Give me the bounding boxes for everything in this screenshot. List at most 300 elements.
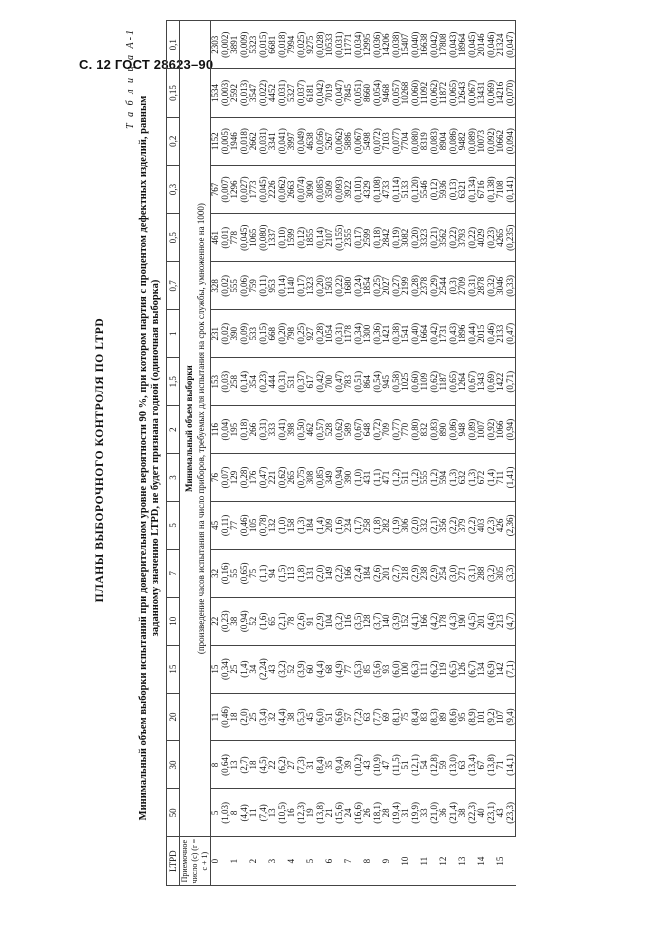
failure-rate-cell: (0,027) bbox=[240, 165, 250, 213]
sample-size-cell: 77 bbox=[344, 645, 354, 693]
sample-size-cell: 778 bbox=[230, 214, 240, 262]
sample-size-cell: 10533 bbox=[325, 21, 335, 69]
failure-rate-cell: (0,57) bbox=[316, 406, 326, 454]
failure-rate-cell: (0,11) bbox=[259, 262, 269, 310]
sample-size-cell: 266 bbox=[249, 406, 259, 454]
sample-size-cell: 1109 bbox=[420, 358, 430, 406]
failure-rate-cell: (0,062) bbox=[278, 165, 288, 213]
failure-rate-cell: (0,18) bbox=[240, 406, 250, 454]
sample-size-cell: 1421 bbox=[382, 310, 392, 358]
sample-size-cell: 83 bbox=[420, 693, 430, 741]
sample-size-cell: 1066 bbox=[496, 406, 506, 454]
sample-size-cell: 116 bbox=[344, 597, 354, 645]
sample-size-cell: 17808 bbox=[439, 21, 449, 69]
failure-rate-cell: (0,47) bbox=[259, 454, 269, 502]
failure-rate-cell: (0,25) bbox=[373, 262, 383, 310]
failure-rate-cell: (10,5) bbox=[278, 789, 288, 837]
sample-size-cell: 25 bbox=[249, 693, 259, 741]
sample-size-cell: 12643 bbox=[458, 69, 468, 117]
sample-size-cell: 68 bbox=[325, 645, 335, 693]
sample-size-cell: 28 bbox=[382, 789, 392, 837]
table-row-secondary bbox=[278, 21, 288, 886]
sample-size-cell: 3922 bbox=[344, 165, 354, 213]
failure-rate-cell: (0,28) bbox=[316, 310, 326, 358]
sample-size-cell: 111 bbox=[420, 645, 430, 693]
failure-rate-cell: (0,27) bbox=[392, 262, 402, 310]
failure-rate-cell: (0,69) bbox=[487, 358, 497, 406]
sample-size-cell: 1343 bbox=[477, 358, 487, 406]
failure-rate-cell: (0,046) bbox=[487, 21, 497, 69]
failure-rate-cell: (10,9) bbox=[373, 741, 383, 789]
sample-size-cell: 31 bbox=[306, 741, 316, 789]
ltpd-value: 0,5 bbox=[167, 214, 180, 262]
sample-size-cell: 1323 bbox=[306, 262, 316, 310]
acceptance-number-cell: 5 bbox=[306, 837, 325, 886]
sample-size-cell: 8 bbox=[211, 741, 221, 789]
sample-size-cell: 770 bbox=[401, 406, 411, 454]
failure-rate-cell: (0,25) bbox=[297, 310, 307, 358]
failure-rate-cell: (0,062) bbox=[335, 117, 345, 165]
failure-rate-cell: (0,018) bbox=[240, 117, 250, 165]
failure-rate-cell: (0,43) bbox=[449, 310, 459, 358]
failure-rate-cell: (14,1) bbox=[506, 741, 516, 789]
acceptance-number-cell: 8 bbox=[363, 837, 382, 886]
sample-size-cell: 51 bbox=[401, 741, 411, 789]
sample-size-cell: 1680 bbox=[344, 262, 354, 310]
failure-rate-cell: (0,120) bbox=[411, 165, 421, 213]
failure-rate-cell: (21,0) bbox=[430, 789, 440, 837]
failure-rate-cell: (0,028) bbox=[316, 21, 326, 69]
failure-rate-cell: (0,03) bbox=[221, 358, 231, 406]
failure-rate-cell: (3,2) bbox=[487, 549, 497, 597]
failure-rate-cell: (0,31) bbox=[259, 406, 269, 454]
sample-size-cell: 21324 bbox=[496, 21, 506, 69]
sample-size-cell: 431 bbox=[363, 454, 373, 502]
failure-rate-cell: (2,0) bbox=[411, 501, 421, 549]
failure-rate-cell: (1,6) bbox=[335, 501, 345, 549]
failure-rate-cell: (0,31) bbox=[468, 262, 478, 310]
sample-size-cell: 927 bbox=[306, 310, 316, 358]
ltpd-value: 7 bbox=[167, 549, 180, 597]
ltpd-value: 0,1 bbox=[167, 21, 180, 69]
sample-size-cell: 91 bbox=[306, 597, 316, 645]
acceptance-number-cell: 13 bbox=[458, 837, 477, 886]
sample-size-cell: 7994 bbox=[287, 21, 297, 69]
failure-rate-cell: (0,054) bbox=[373, 69, 383, 117]
sample-size-cell: 20146 bbox=[477, 21, 487, 69]
failure-rate-cell: (0,02) bbox=[221, 262, 231, 310]
failure-rate-cell: (0,065) bbox=[449, 69, 459, 117]
failure-rate-cell: (1,7) bbox=[354, 501, 364, 549]
sample-size-cell: 1007 bbox=[477, 406, 487, 454]
sample-size-cell: 35 bbox=[325, 741, 335, 789]
sample-size-cell: 5327 bbox=[287, 69, 297, 117]
failure-rate-cell: (4,9) bbox=[335, 645, 345, 693]
sample-size-cell: 19 bbox=[306, 789, 316, 837]
failure-rate-cell: (0,062) bbox=[430, 69, 440, 117]
sample-size-cell: 265 bbox=[287, 454, 297, 502]
failure-rate-cell: (0,12) bbox=[430, 165, 440, 213]
sample-size-cell: 221 bbox=[268, 454, 278, 502]
sample-size-cell: 149 bbox=[325, 549, 335, 597]
sample-size-cell: 403 bbox=[477, 501, 487, 549]
sample-size-cell: 5498 bbox=[363, 117, 373, 165]
sample-size-cell: 89 bbox=[439, 693, 449, 741]
failure-rate-cell: (5,3) bbox=[297, 693, 307, 741]
sample-size-cell: 43 bbox=[268, 645, 278, 693]
table-row-secondary bbox=[221, 21, 231, 886]
sample-size-cell: 2599 bbox=[363, 214, 373, 262]
sample-size-cell: 2015 bbox=[477, 310, 487, 358]
failure-rate-cell: (0,042) bbox=[316, 69, 326, 117]
failure-rate-cell: (0,018) bbox=[278, 21, 288, 69]
sample-size-cell: 4329 bbox=[363, 165, 373, 213]
failure-rate-cell: (6,9) bbox=[487, 645, 497, 693]
sampling-plan-table bbox=[166, 20, 516, 886]
failure-rate-cell: (0,013) bbox=[240, 69, 250, 117]
failure-rate-cell: (1,8) bbox=[373, 501, 383, 549]
failure-rate-cell: (0,71) bbox=[506, 358, 516, 406]
sample-size-cell: 131 bbox=[306, 549, 316, 597]
failure-rate-cell: (0,65) bbox=[449, 358, 459, 406]
failure-rate-cell: (2,0) bbox=[240, 693, 250, 741]
min-sample-size-header bbox=[180, 21, 211, 837]
table-row-secondary bbox=[354, 21, 364, 886]
failure-rate-cell: (0,015) bbox=[259, 21, 269, 69]
sample-size-cell: 471 bbox=[382, 454, 392, 502]
failure-rate-cell: (0,022) bbox=[259, 69, 269, 117]
failure-rate-cell: (0,042) bbox=[430, 21, 440, 69]
failure-rate-cell: (7,3) bbox=[297, 741, 307, 789]
failure-rate-cell: (3,4) bbox=[259, 693, 269, 741]
sample-size-cell: 13 bbox=[230, 741, 240, 789]
sample-size-cell: 10662 bbox=[496, 117, 506, 165]
ltpd-value: 3 bbox=[167, 454, 180, 502]
failure-rate-cell: (4,2) bbox=[430, 597, 440, 645]
sample-size-cell: 213 bbox=[496, 597, 506, 645]
sample-size-cell: 16638 bbox=[420, 21, 430, 69]
acceptance-number-cell: 0 bbox=[211, 837, 231, 886]
table-header bbox=[167, 21, 211, 886]
failure-rate-cell: (1,4) bbox=[316, 501, 326, 549]
failure-rate-cell: (9,4) bbox=[506, 693, 516, 741]
ltpd-value: 1 bbox=[167, 310, 180, 358]
failure-rate-cell: (0,038) bbox=[392, 21, 402, 69]
failure-rate-cell: (8,4) bbox=[411, 693, 421, 741]
sample-size-cell: 24 bbox=[344, 789, 354, 837]
failure-rate-cell: (0,80) bbox=[411, 406, 421, 454]
sample-size-cell: 1054 bbox=[325, 310, 335, 358]
sample-size-cell: 1300 bbox=[363, 310, 373, 358]
sample-size-cell: 2592 bbox=[230, 69, 240, 117]
failure-rate-cell: (0,17) bbox=[297, 262, 307, 310]
group-header-title: Минимальный объем выборки bbox=[184, 365, 194, 492]
failure-rate-cell: (0,083) bbox=[430, 117, 440, 165]
failure-rate-cell: (4,5) bbox=[259, 741, 269, 789]
sample-size-cell: 218 bbox=[401, 549, 411, 597]
failure-rate-cell: (6,5) bbox=[449, 645, 459, 693]
failure-rate-cell: (3,0) bbox=[449, 549, 459, 597]
sample-size-cell: 104 bbox=[325, 597, 335, 645]
failure-rate-cell: (0,141) bbox=[506, 165, 516, 213]
sample-size-cell: 4265 bbox=[496, 214, 506, 262]
table-subtitle bbox=[138, 28, 162, 888]
sample-size-cell: 4029 bbox=[477, 214, 487, 262]
sample-size-cell: 14206 bbox=[382, 21, 392, 69]
failure-rate-cell: (0,034) bbox=[354, 21, 364, 69]
ltpd-value: 0,7 bbox=[167, 262, 180, 310]
table-row-secondary bbox=[316, 21, 326, 886]
failure-rate-cell: (0,045) bbox=[468, 21, 478, 69]
sample-size-cell: 16 bbox=[287, 789, 297, 837]
sample-size-cell: 668 bbox=[268, 310, 278, 358]
sample-size-cell: 8319 bbox=[420, 117, 430, 165]
failure-rate-cell: (0,049) bbox=[297, 117, 307, 165]
failure-rate-cell: (0,86) bbox=[449, 406, 459, 454]
failure-rate-cell: (0,94) bbox=[335, 454, 345, 502]
failure-rate-cell: (0,20) bbox=[278, 310, 288, 358]
sample-size-cell: 5267 bbox=[325, 117, 335, 165]
sample-size-cell: 116 bbox=[211, 406, 221, 454]
failure-rate-cell: (0,32) bbox=[487, 262, 497, 310]
sample-size-cell: 528 bbox=[325, 406, 335, 454]
failure-rate-cell: (0,28) bbox=[411, 262, 421, 310]
failure-rate-cell: (0,24) bbox=[354, 262, 364, 310]
failure-rate-cell: (9,4) bbox=[335, 741, 345, 789]
failure-rate-cell: (0,83) bbox=[430, 406, 440, 454]
sample-size-cell: 9275 bbox=[306, 21, 316, 69]
failure-rate-cell: (3,2) bbox=[278, 645, 288, 693]
failure-rate-cell: (0,031) bbox=[259, 117, 269, 165]
sample-size-cell: 158 bbox=[287, 501, 297, 549]
failure-rate-cell: (0,18) bbox=[373, 214, 383, 262]
failure-rate-cell: (0,060) bbox=[411, 69, 421, 117]
failure-rate-cell: (0,22) bbox=[468, 214, 478, 262]
ltpd-value: 2 bbox=[167, 406, 180, 454]
sample-size-cell: 356 bbox=[439, 501, 449, 549]
failure-rate-cell: (0,086) bbox=[449, 117, 459, 165]
sample-size-cell: 2199 bbox=[401, 262, 411, 310]
sample-size-cell: 282 bbox=[382, 501, 392, 549]
failure-rate-cell: (0,38) bbox=[392, 310, 402, 358]
sample-size-cell: 333 bbox=[268, 406, 278, 454]
failure-rate-cell: (0,14) bbox=[316, 214, 326, 262]
failure-rate-cell: (0,50) bbox=[297, 406, 307, 454]
failure-rate-cell: (1,1) bbox=[259, 549, 269, 597]
failure-rate-cell: (2,1) bbox=[278, 597, 288, 645]
sample-size-cell: 332 bbox=[420, 501, 430, 549]
failure-rate-cell: (19,9) bbox=[411, 789, 421, 837]
sample-size-cell: 759 bbox=[249, 262, 259, 310]
sample-size-cell: 100 bbox=[401, 645, 411, 693]
sample-size-cell: 948 bbox=[458, 406, 468, 454]
failure-rate-cell: (0,235) bbox=[506, 214, 516, 262]
sample-size-cell: 27 bbox=[287, 741, 297, 789]
failure-rate-cell: (0,46) bbox=[221, 693, 231, 741]
failure-rate-cell: (3,9) bbox=[392, 597, 402, 645]
failure-rate-cell: (1,5) bbox=[278, 549, 288, 597]
sample-size-cell: 6181 bbox=[306, 69, 316, 117]
failure-rate-cell: (0,34) bbox=[221, 645, 231, 693]
failure-rate-cell: (2,24) bbox=[259, 645, 269, 693]
ltpd-value: 15 bbox=[167, 645, 180, 693]
sample-size-cell: 142 bbox=[496, 645, 506, 693]
failure-rate-cell: (0,057) bbox=[392, 69, 402, 117]
sample-size-cell: 153 bbox=[211, 358, 221, 406]
failure-rate-cell: (0,09) bbox=[240, 310, 250, 358]
sample-size-cell: 354 bbox=[249, 358, 259, 406]
sample-size-cell: 461 bbox=[211, 214, 221, 262]
sample-size-cell: 617 bbox=[306, 358, 316, 406]
sample-size-cell: 349 bbox=[325, 454, 335, 502]
failure-rate-cell: (0,155) bbox=[335, 214, 345, 262]
failure-rate-cell: (6,7) bbox=[468, 645, 478, 693]
sample-size-cell: 5323 bbox=[249, 21, 259, 69]
failure-rate-cell: (3,9) bbox=[297, 645, 307, 693]
sample-size-cell: 5886 bbox=[344, 117, 354, 165]
failure-rate-cell: (0,067) bbox=[354, 117, 364, 165]
failure-rate-cell: (0,13) bbox=[449, 165, 459, 213]
failure-rate-cell: (18,1) bbox=[373, 789, 383, 837]
sample-size-cell: 7704 bbox=[401, 117, 411, 165]
failure-rate-cell: (0,34) bbox=[354, 310, 364, 358]
sample-size-cell: 43 bbox=[363, 741, 373, 789]
failure-rate-cell: (0,045) bbox=[259, 165, 269, 213]
failure-rate-cell: (0,22) bbox=[449, 214, 459, 262]
sample-size-cell: 40 bbox=[477, 789, 487, 837]
failure-rate-cell: (6,3) bbox=[411, 645, 421, 693]
sample-size-cell: 3891 bbox=[230, 21, 240, 69]
sample-size-cell: 69 bbox=[382, 693, 392, 741]
failure-rate-cell: (0,67) bbox=[468, 358, 478, 406]
sample-size-cell: 1264 bbox=[458, 358, 468, 406]
failure-rate-cell: (4,4) bbox=[316, 645, 326, 693]
failure-rate-cell: (0,007) bbox=[221, 165, 231, 213]
sample-size-cell: 32 bbox=[211, 549, 221, 597]
failure-rate-cell: (0,62) bbox=[430, 358, 440, 406]
sample-size-cell: 54 bbox=[420, 741, 430, 789]
failure-rate-cell: (6,0) bbox=[316, 693, 326, 741]
sample-size-cell: 1534 bbox=[211, 69, 221, 117]
sample-size-cell: 65 bbox=[268, 597, 278, 645]
failure-rate-cell: (0,025) bbox=[297, 21, 307, 69]
failure-rate-cell: (0,01) bbox=[221, 214, 231, 262]
sample-size-cell: 767 bbox=[211, 165, 221, 213]
failure-rate-cell: (0,62) bbox=[335, 406, 345, 454]
sample-size-cell: 18 bbox=[230, 693, 240, 741]
failure-rate-cell: (0,094) bbox=[506, 117, 516, 165]
table-row-secondary bbox=[506, 21, 516, 886]
sample-size-cell: 93 bbox=[382, 645, 392, 693]
sample-size-cell: 63 bbox=[458, 741, 468, 789]
sample-size-cell: 555 bbox=[230, 262, 240, 310]
failure-rate-cell: (0,37) bbox=[297, 358, 307, 406]
sample-size-cell: 3046 bbox=[496, 262, 506, 310]
failure-rate-cell: (7,7) bbox=[373, 693, 383, 741]
failure-rate-cell: (0,12) bbox=[297, 214, 307, 262]
failure-rate-cell: (1,3) bbox=[468, 454, 478, 502]
sample-size-cell: 672 bbox=[477, 454, 487, 502]
sample-size-cell: 75 bbox=[249, 549, 259, 597]
sample-size-cell: 18 bbox=[249, 741, 259, 789]
sample-size-cell: 105 bbox=[249, 501, 259, 549]
sample-size-cell: 444 bbox=[268, 358, 278, 406]
sample-size-cell: 95 bbox=[458, 693, 468, 741]
sample-size-cell: 5133 bbox=[401, 165, 411, 213]
failure-rate-cell: (0,60) bbox=[411, 358, 421, 406]
failure-rate-cell: (0,47) bbox=[335, 358, 345, 406]
sample-size-cell: 2027 bbox=[382, 262, 392, 310]
failure-rate-cell: (0,23) bbox=[221, 597, 231, 645]
sample-size-cell: 128 bbox=[363, 597, 373, 645]
failure-rate-cell: (1,2) bbox=[392, 454, 402, 502]
sample-size-cell: 3090 bbox=[306, 165, 316, 213]
sample-size-cell: 462 bbox=[306, 406, 316, 454]
failure-rate-cell: (5,6) bbox=[373, 645, 383, 693]
ltpd-value: 5 bbox=[167, 501, 180, 549]
failure-rate-cell: (0,089) bbox=[468, 117, 478, 165]
failure-rate-cell: (0,070) bbox=[506, 69, 516, 117]
sample-size-cell: 288 bbox=[477, 549, 487, 597]
sample-size-cell: 6681 bbox=[268, 21, 278, 69]
ltpd-header: LTPD bbox=[167, 837, 180, 886]
failure-rate-cell: (0,047) bbox=[335, 69, 345, 117]
sample-size-cell: 38 bbox=[458, 789, 468, 837]
sample-size-cell: 1503 bbox=[325, 262, 335, 310]
failure-rate-cell: (1,4) bbox=[487, 454, 497, 502]
sample-size-cell: 55 bbox=[230, 549, 240, 597]
failure-rate-cell: (8,6) bbox=[449, 693, 459, 741]
failure-rate-cell: (10,2) bbox=[354, 741, 364, 789]
failure-rate-cell: (0,20) bbox=[316, 262, 326, 310]
sample-size-cell: 52 bbox=[249, 597, 259, 645]
subtitle-line-1: Минимальный объем выборки испытаний при доверительном уровне вероятности 90 %, при котором партия с процентом дефектных изделий, равным bbox=[138, 95, 149, 821]
sample-size-cell: 38 bbox=[287, 693, 297, 741]
sample-size-cell: 134 bbox=[477, 645, 487, 693]
sample-size-cell: 555 bbox=[420, 454, 430, 502]
sample-size-cell: 190 bbox=[458, 597, 468, 645]
sample-size-cell: 166 bbox=[344, 549, 354, 597]
failure-rate-cell: (0,65) bbox=[240, 549, 250, 597]
failure-rate-cell: (2,9) bbox=[411, 549, 421, 597]
failure-rate-cell: (0,003) bbox=[221, 69, 231, 117]
failure-rate-cell: (4,3) bbox=[449, 597, 459, 645]
sample-size-cell: 328 bbox=[211, 262, 221, 310]
failure-rate-cell: (0,080) bbox=[411, 117, 421, 165]
sample-size-cell: 3341 bbox=[268, 117, 278, 165]
sample-size-cell: 15 bbox=[211, 645, 221, 693]
sample-size-cell: 2663 bbox=[287, 165, 297, 213]
sample-size-cell: 45 bbox=[211, 501, 221, 549]
sample-size-cell: 7019 bbox=[325, 69, 335, 117]
failure-rate-cell: (0,043) bbox=[449, 21, 459, 69]
sample-size-cell: 533 bbox=[249, 310, 259, 358]
sample-size-cell: 711 bbox=[496, 454, 506, 502]
sample-size-cell: 7108 bbox=[496, 165, 506, 213]
sample-size-cell: 18964 bbox=[458, 21, 468, 69]
sample-size-cell: 1946 bbox=[230, 117, 240, 165]
failure-rate-cell: (0,44) bbox=[468, 310, 478, 358]
sample-size-cell: 1140 bbox=[287, 262, 297, 310]
sample-size-cell: 8660 bbox=[363, 69, 373, 117]
sample-size-cell: 254 bbox=[439, 549, 449, 597]
failure-rate-cell: (0,31) bbox=[278, 358, 288, 406]
table-body bbox=[211, 21, 516, 886]
sample-size-cell: 15407 bbox=[401, 21, 411, 69]
acceptance-number-cell: 1 bbox=[230, 837, 249, 886]
sample-size-cell: 11771 bbox=[344, 21, 354, 69]
sample-size-cell: 38 bbox=[230, 597, 240, 645]
